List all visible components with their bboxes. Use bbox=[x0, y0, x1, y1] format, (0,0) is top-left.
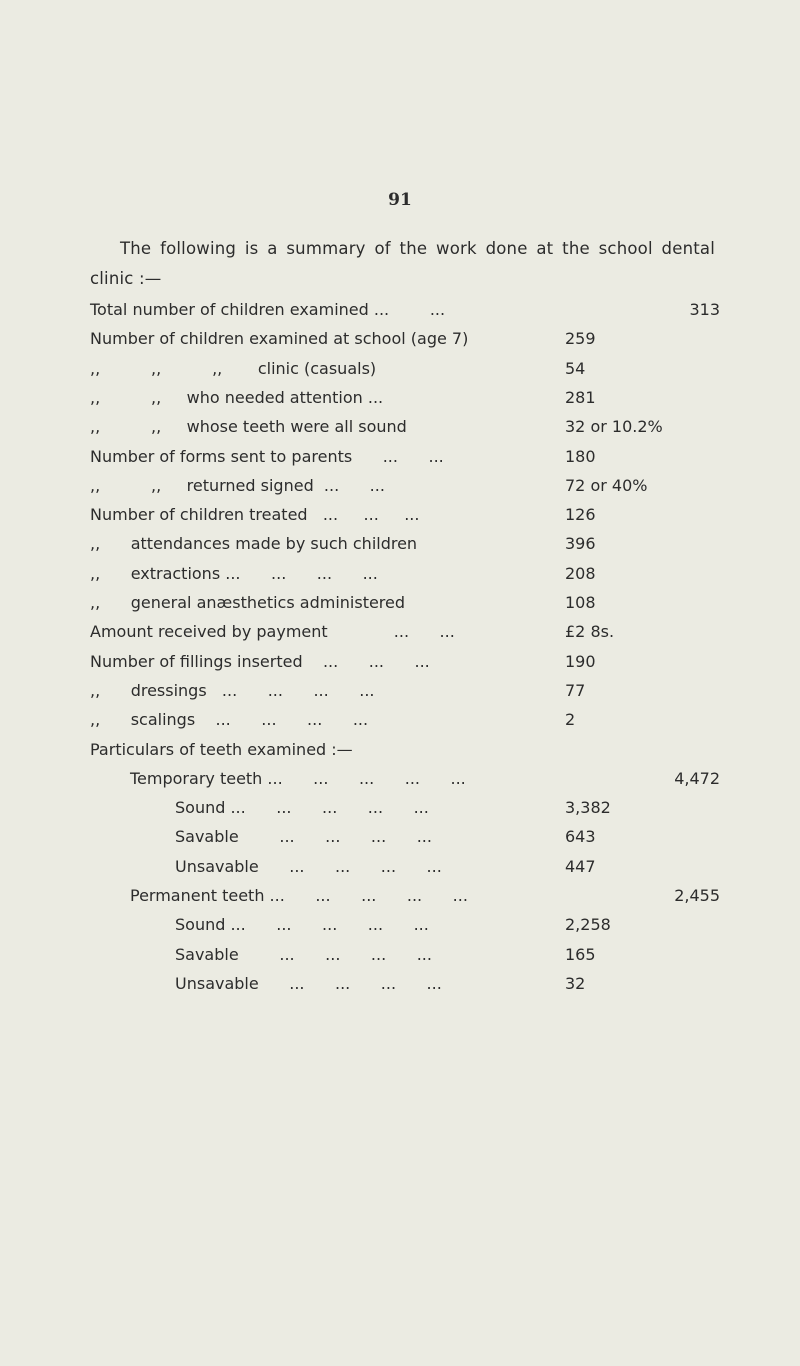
row-label: ,, ,, returned signed ... ... bbox=[90, 475, 385, 495]
row-label: Sound ... ... ... ... ... bbox=[175, 798, 429, 818]
table-row bbox=[0, 534, 800, 564]
row-label: Unsavable ... ... ... ... bbox=[175, 973, 442, 993]
row-value: 32 or 10.2% bbox=[565, 417, 663, 437]
row-label: ,, attendances made by such children bbox=[90, 534, 418, 554]
row-value: 165 bbox=[565, 944, 596, 964]
row-label: ,, extractions ... ... ... ... bbox=[90, 563, 378, 583]
row-value: 72 or 40% bbox=[565, 475, 648, 495]
table-row bbox=[0, 329, 800, 359]
intro-paragraph: The following is a summary of the work done at the school dental clinic :— bbox=[90, 239, 715, 288]
row-label: ,, ,, ,, clinic (casuals) bbox=[90, 358, 377, 378]
row-value: 208 bbox=[565, 563, 596, 583]
row-label: ,, dressings ... ... ... ... bbox=[90, 680, 375, 700]
row-label: Number of children treated ... ... ... bbox=[90, 505, 420, 525]
row-label: Savable ... ... ... ... bbox=[175, 827, 432, 847]
row-value: 54 bbox=[565, 358, 586, 378]
table-row bbox=[0, 681, 800, 711]
row-value: £2 8s. bbox=[565, 622, 615, 642]
row-label: ,, ,, who needed attention ... bbox=[90, 387, 384, 407]
row-value: 447 bbox=[565, 856, 596, 876]
table-row bbox=[0, 740, 800, 770]
row-value: 259 bbox=[565, 329, 596, 349]
row-value: 180 bbox=[565, 446, 596, 466]
row-value: 2 bbox=[565, 710, 576, 730]
table-row bbox=[0, 564, 800, 594]
row-label: ,, scalings ... ... ... ... bbox=[90, 710, 369, 730]
row-label: ,, ,, whose teeth were all sound bbox=[90, 417, 407, 437]
row-label: Particulars of teeth examined :— bbox=[90, 739, 353, 759]
table-row bbox=[0, 769, 800, 799]
table-row bbox=[0, 417, 800, 447]
row-label: Sound ... ... ... ... ... bbox=[175, 915, 429, 935]
table-row bbox=[0, 710, 800, 740]
page-number: 91 bbox=[388, 190, 412, 210]
row-value: 190 bbox=[565, 651, 596, 671]
row-value: 32 bbox=[565, 973, 586, 993]
table-row bbox=[0, 974, 800, 1004]
table-row bbox=[0, 857, 800, 887]
row-total: 313 bbox=[689, 300, 720, 319]
table-row bbox=[0, 622, 800, 652]
row-label: Permanent teeth ... ... ... ... ... bbox=[130, 886, 468, 905]
table-row bbox=[0, 505, 800, 535]
row-total: 2,455 bbox=[674, 886, 720, 905]
row-label: Number of fillings inserted ... ... ... bbox=[90, 651, 430, 671]
row-value: 281 bbox=[565, 387, 596, 407]
row-value: 2,258 bbox=[565, 915, 611, 935]
row-label: Temporary teeth ... ... ... ... ... bbox=[130, 768, 466, 788]
row-label: Savable ... ... ... ... bbox=[175, 944, 432, 964]
table-row bbox=[0, 300, 800, 330]
row-total: 4,472 bbox=[674, 768, 720, 788]
row-value: 396 bbox=[565, 534, 596, 554]
row-label: ,, general anæsthetics administered bbox=[90, 593, 406, 612]
table-row bbox=[0, 359, 800, 389]
table-row bbox=[0, 476, 800, 506]
table-row bbox=[0, 593, 800, 623]
row-value: 108 bbox=[565, 593, 596, 612]
row-label: Unsavable ... ... ... ... bbox=[175, 856, 442, 876]
row-value: 643 bbox=[565, 827, 596, 847]
row-value: 126 bbox=[565, 505, 596, 525]
table-row bbox=[0, 945, 800, 975]
table-row bbox=[0, 447, 800, 477]
table-row bbox=[0, 827, 800, 857]
row-label: Total number of children examined ... ... bbox=[90, 300, 446, 319]
table-row bbox=[0, 652, 800, 682]
table-row bbox=[0, 915, 800, 945]
row-value: 77 bbox=[565, 680, 586, 700]
row-label: Number of children examined at school (age 7) bbox=[90, 329, 469, 349]
row-label: Amount received by payment ... ... bbox=[90, 622, 455, 642]
row-label: Number of forms sent to parents ... ... bbox=[90, 446, 444, 466]
table-row bbox=[0, 886, 800, 916]
table-row bbox=[0, 388, 800, 418]
row-value: 3,382 bbox=[565, 798, 611, 818]
table-row bbox=[0, 798, 800, 828]
